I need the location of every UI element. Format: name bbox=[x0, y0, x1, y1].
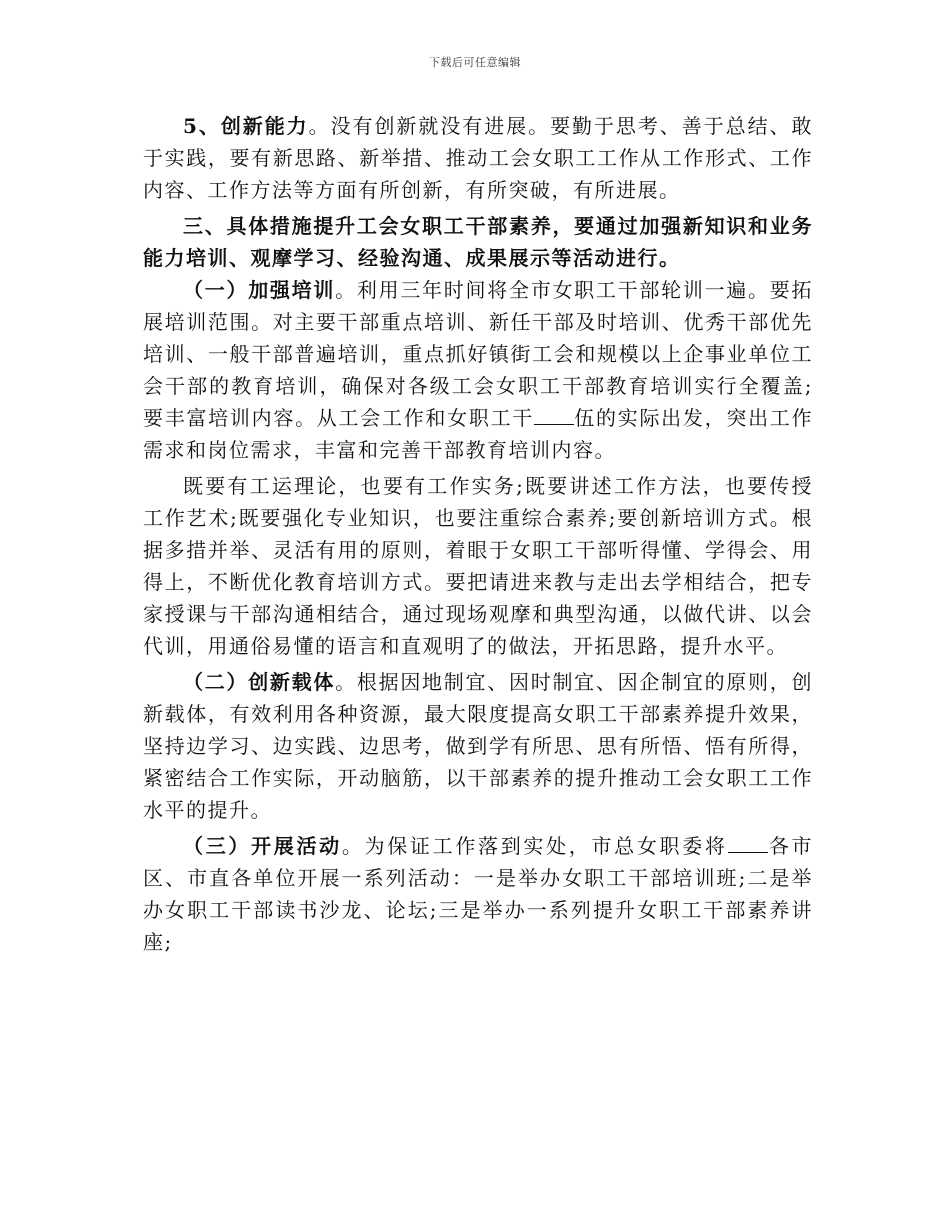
paragraph-lead: （一）加强培训 bbox=[183, 278, 336, 302]
paragraph-section-three bbox=[143, 210, 813, 274]
paragraph-lead: （三）开展活动 bbox=[183, 834, 342, 858]
paragraph-text-continued: 各市区、市直各单位开展一系列活动：一是举办女职工干部培训班;二是举办女职工干部读书沙龙、论坛;三是举办一系列提升女职工干部素养讲座; bbox=[143, 834, 814, 954]
paragraph-carrier bbox=[143, 666, 813, 826]
paragraph-lead: （二）创新载体 bbox=[183, 670, 336, 694]
section-heading: 三、具体措施提升工会女职工干部素养，要通过加强新知识和业务能力培训、观摩学习、经验沟通、成果展示等活动进行。 bbox=[143, 214, 813, 270]
page-header: 下载后可任意编辑 bbox=[429, 56, 521, 69]
paragraph-training bbox=[143, 274, 813, 466]
fill-blank bbox=[728, 834, 768, 853]
paragraph-lead: 5、创新能力 bbox=[183, 114, 309, 138]
paragraph-innovation bbox=[143, 110, 813, 206]
paragraph-methods bbox=[143, 470, 813, 662]
fill-blank bbox=[534, 406, 574, 425]
paragraph-text-continued: 伍的实际出发，突出工作需求和岗位需求，丰富和完善干部教育培训内容。 bbox=[143, 406, 814, 462]
paragraph-text: 既要有工运理论，也要有工作实务;既要讲述工作方法，也要传授工作艺术;既要强化专业知识，也要注重综合素养;要创新培训方式。根据多措并举、灵活有用的原则，着眼于女职工干部听得懂、学得会、用得上，不断优化教育培训方式。要把请进来教与走出去学相结合，把专家授课与干部沟通相结合，通过现场观摩和典型沟通，以做代讲、以会代训，用通俗易懂的语言和直观明了的做法，开拓思路，提升水平。 bbox=[143, 474, 813, 658]
paragraph-text: 。为保证工作落到实处，市总女职委将 bbox=[341, 834, 728, 858]
document-body bbox=[143, 110, 813, 958]
paragraph-text: 。没有创新就没有进展。要勤于思考、善于总结、敢于实践，要有新思路、新举措、推动工会女职工工作从工作形式、工作内容、工作方法等方面有所创新，有所突破，有所进展。 bbox=[143, 114, 814, 202]
paragraph-text: 。根据因地制宜、因时制宜、因企制宜的原则，创新载体，有效利用各种资源，最大限度提高女职工干部素养提升效果，坚持边学习、边实践、边思考，做到学有所思、思有所悟、悟有所得，紧密结合工作实际，开动脑筋，以干部素养的提升推动工会女职工工作水平的提升。 bbox=[143, 670, 813, 822]
paragraph-text: 。利用三年时间将全市女职工干部轮训一遍。要拓展培训范围。对主要干部重点培训、新任干部及时培训、优秀干部优先培训、一般干部普遍培训，重点抓好镇街工会和规模以上企事业单位工会干部的教育培训，确保对各级工会女职工干部教育培训实行全覆盖;要丰富培训内容。从工会工作和女职工干 bbox=[143, 278, 813, 430]
paragraph-activities bbox=[143, 830, 813, 958]
